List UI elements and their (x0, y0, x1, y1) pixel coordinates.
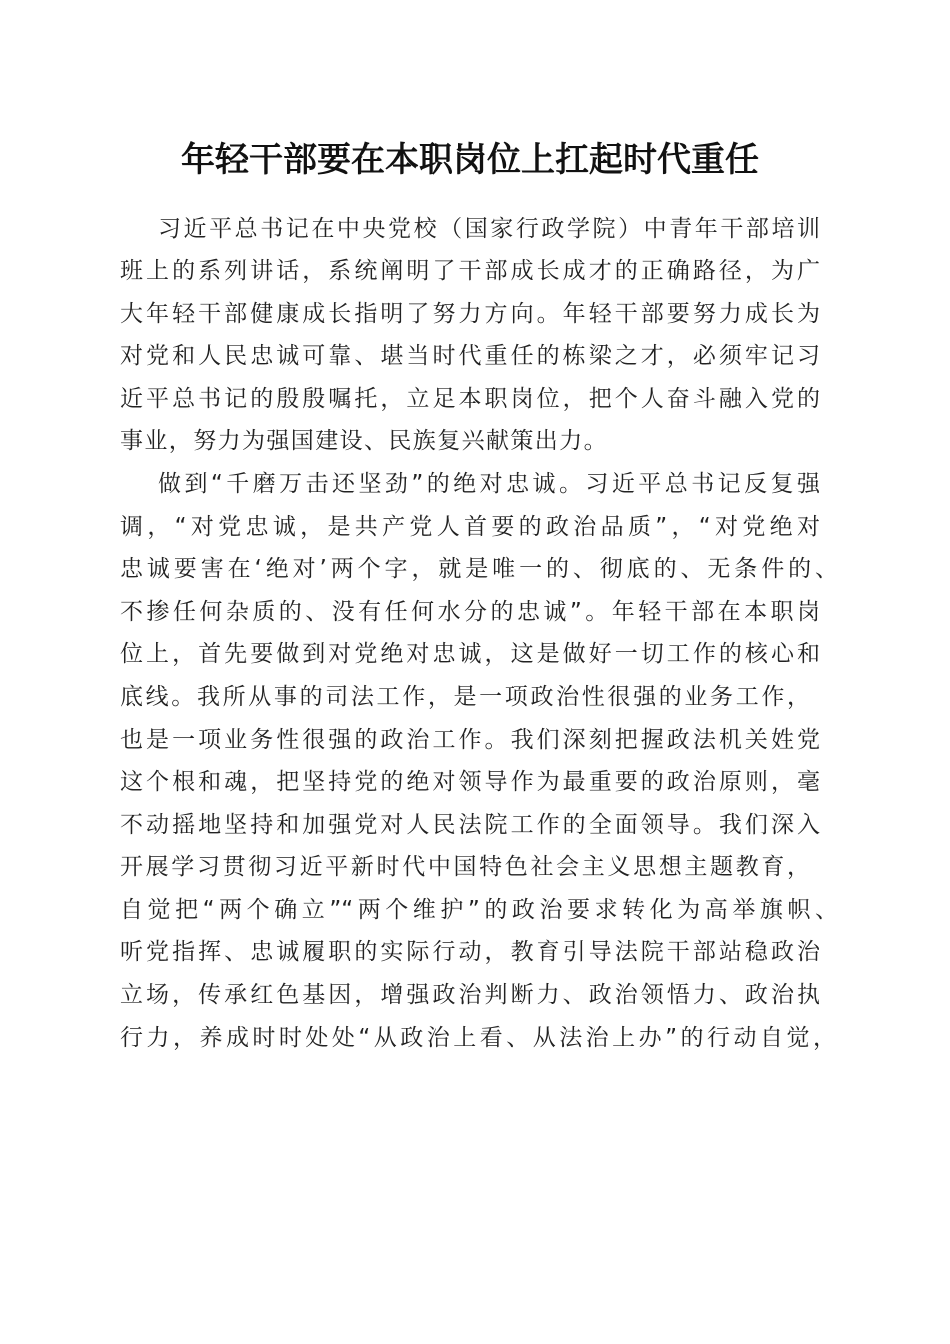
paragraph-line: 自觉把“两个确立”“两个维护”的政治要求转化为高举旗帜、 (120, 897, 838, 923)
paragraph-line: 也是一项业务性很强的政治工作。我们深刻把握政法机关姓党 (120, 727, 820, 753)
paragraph-line: 大年轻干部健康成长指明了努力方向。年轻干部要努力成长为 (120, 301, 820, 327)
paragraph-line: 对党和人民忠诚可靠、堪当时代重任的栋梁之才，必须牢记习 (120, 343, 820, 369)
document-title: 年轻干部要在本职岗位上扛起时代重任 (181, 140, 759, 180)
paragraph-line: 做到“千磨万击还坚劲”的绝对忠诚。习近平总书记反复强 (158, 471, 820, 497)
paragraph-line: 不动摇地坚持和加强党对人民法院工作的全面领导。我们深入 (120, 812, 820, 838)
paragraph-line: 调，“对党忠诚，是共产党人首要的政治品质”，“对党绝对 (120, 514, 820, 540)
paragraph-line: 不掺任何杂质的、没有任何水分的忠诚”。年轻干部在本职岗 (120, 599, 820, 625)
paragraph-line: 班上的系列讲话，系统阐明了干部成长成才的正确路径，为广 (120, 258, 820, 284)
paragraph-line: 忠诚要害在‘绝对’两个字，就是唯一的、彻底的、无条件的、 (120, 556, 838, 582)
paragraph-line: 行力，养成时时处处“从政治上看、从法治上办”的行动自觉， (120, 1025, 836, 1051)
paragraph-line: 听党指挥、忠诚履职的实际行动，教育引导法院干部站稳政治 (120, 939, 820, 965)
paragraph-line: 底线。我所从事的司法工作，是一项政治性很强的业务工作， (120, 684, 810, 710)
paragraph-line: 近平总书记的殷殷嘱托，立足本职岗位，把个人奋斗融入党的 (120, 386, 820, 412)
paragraph-line: 事业，努力为强国建设、民族复兴献策出力。 (120, 428, 608, 454)
paragraph-line: 位上，首先要做到对党绝对忠诚，这是做好一切工作的核心和 (120, 641, 820, 667)
paragraph-line: 立场，传承红色基因，增强政治判断力、政治领悟力、政治执 (120, 982, 820, 1008)
paragraph-line: 习近平总书记在中央党校（国家行政学院）中青年干部培训 (158, 216, 820, 242)
paragraph-line: 开展学习贯彻习近平新时代中国特色社会主义思想主题教育， (120, 854, 810, 880)
paragraph-line: 这个根和魂，把坚持党的绝对领导作为最重要的政治原则，毫 (120, 769, 820, 795)
